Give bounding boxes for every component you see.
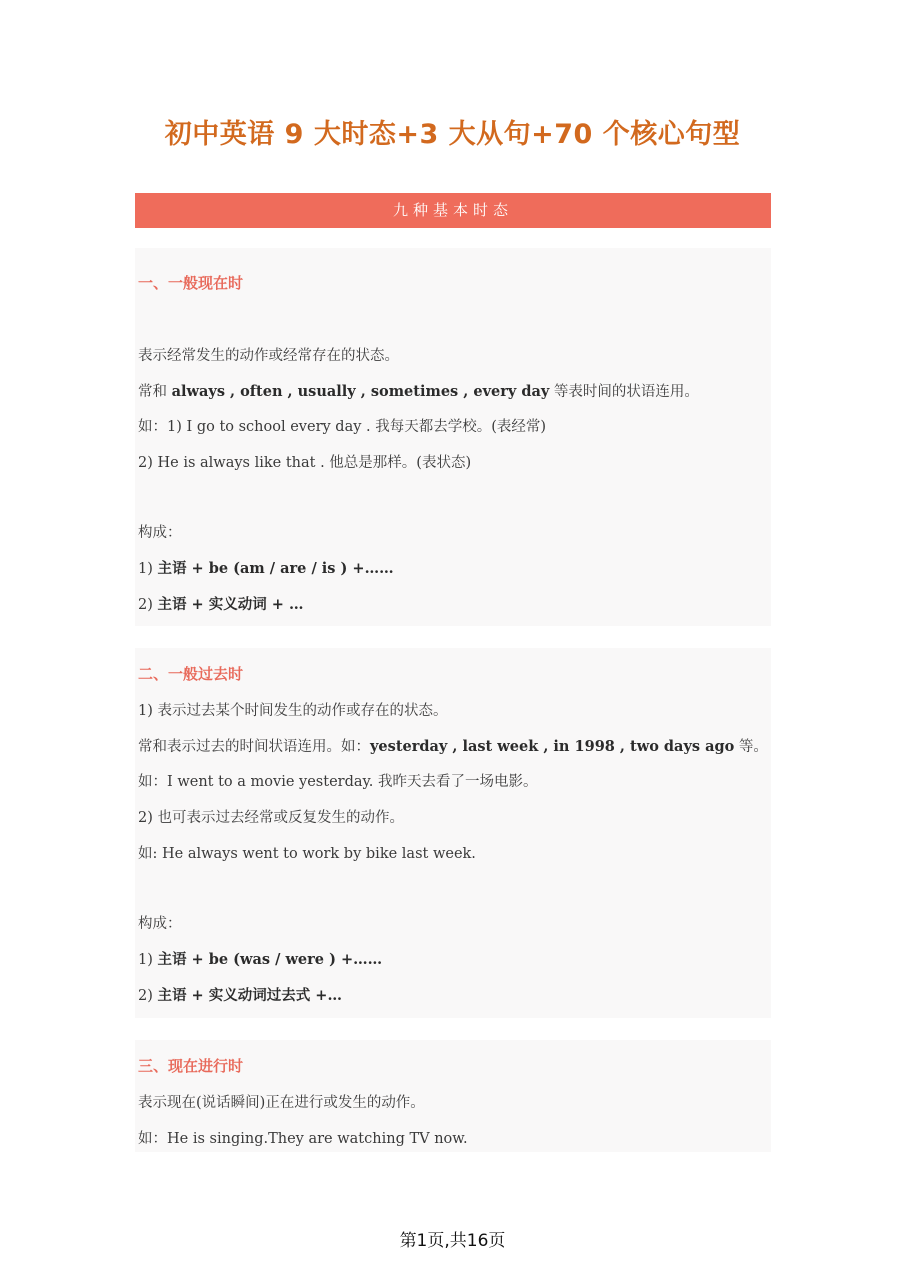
section-heading-2: 二、一般过去时 (138, 665, 244, 683)
example-1: 如：1) I go to school every day . 我每天都去学校。(表经常) (138, 419, 547, 435)
example-2: 如: He always went to work by bike last week. (138, 846, 476, 862)
rule-number: 1) (138, 952, 158, 968)
section-heading-3: 三、现在进行时 (138, 1057, 244, 1075)
usage-time-phrases: yesterday , last week , in 1998 , two days ago (370, 738, 735, 755)
definition-text: 1) 表示过去某个时间发生的动作或存在的状态。 (138, 703, 448, 719)
rule-formula: 主语 + be (am / are / is ) +…… (157, 560, 394, 577)
formation-label: 构成： (138, 525, 182, 541)
formation-label: 构成： (138, 916, 182, 932)
example-1: 如：He is singing.They are watching TV now. (138, 1131, 468, 1147)
rule-formula: 主语 + 实义动词过去式 +… (157, 987, 342, 1004)
rule-number: 2) (138, 597, 158, 613)
usage-suffix: 等。 (734, 739, 768, 755)
formation-rule-2 (138, 593, 304, 614)
rule-number: 2) (138, 988, 158, 1004)
definition-text: 表示经常发生的动作或经常存在的状态。 (138, 348, 399, 364)
example-1: 如：I went to a movie yesterday. 我昨天去看了一场电影。 (138, 774, 538, 790)
usage-adverbs: always , often , usually , sometimes , every day (171, 383, 550, 400)
usage-text (138, 380, 699, 401)
definition-text: 表示现在(说话瞬间)正在进行或发生的动作。 (138, 1095, 425, 1111)
formation-rule-1 (138, 948, 382, 969)
example-2: 2) He is always like that . 他总是那样。(表状态) (138, 455, 472, 471)
usage-prefix: 常和 (138, 384, 172, 400)
formation-rule-2 (138, 984, 342, 1005)
usage-suffix: 等表时间的状语连用。 (549, 384, 699, 400)
rule-formula: 主语 + be (was / were ) +…… (157, 951, 383, 968)
definition-2: 2) 也可表示过去经常或反复发生的动作。 (138, 810, 404, 826)
rule-formula: 主语 + 实义动词 + … (157, 596, 304, 613)
usage-prefix: 常和表示过去的时间状语连用。如： (138, 739, 370, 755)
rule-number: 1) (138, 561, 158, 577)
section-heading-1: 一、一般现在时 (138, 274, 244, 292)
section-banner: 九种基本时态 (135, 193, 771, 228)
page-number: 第1页,共16页 (399, 1231, 506, 1251)
formation-rule-1 (138, 557, 394, 578)
document-title: 初中英语 9 大时态+3 大从句+70 个核心句型 (164, 119, 741, 150)
usage-text (138, 735, 768, 756)
